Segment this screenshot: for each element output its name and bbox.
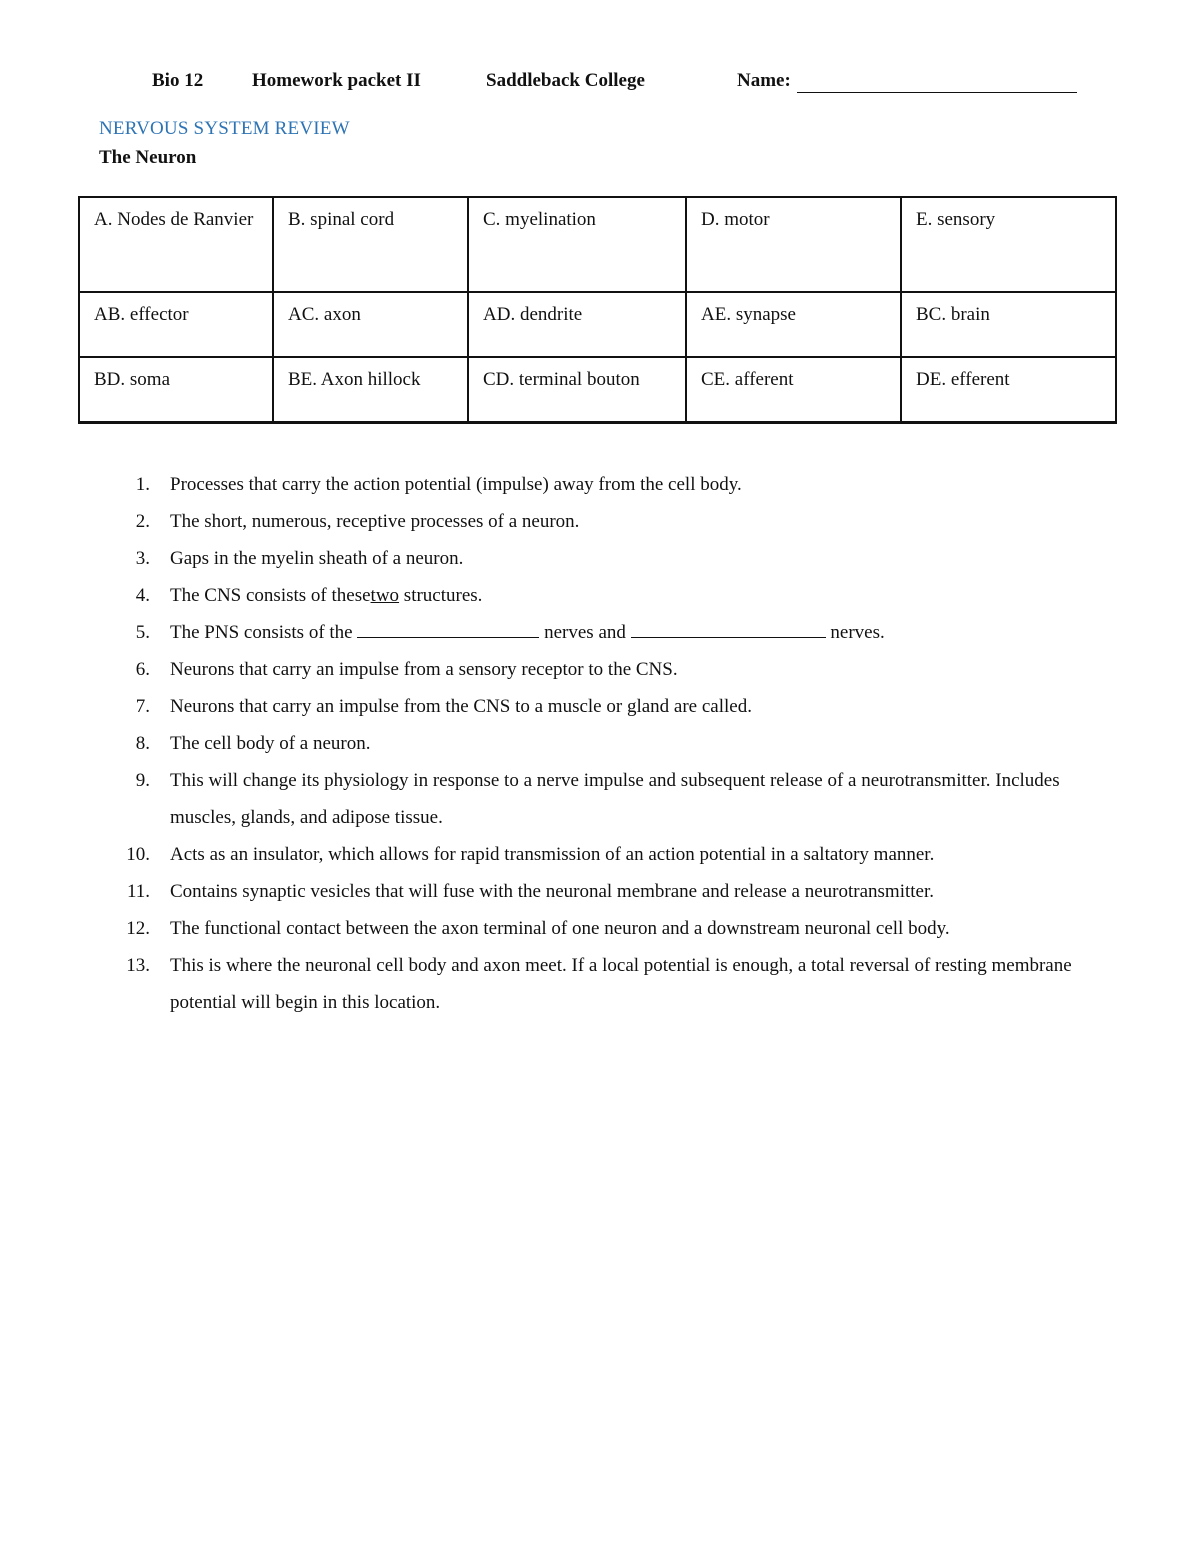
question-text: Gaps in the myelin sheath of a neuron. [170, 548, 464, 569]
term-cell: E. sensory [901, 197, 1116, 292]
packet-label: Homework packet II [252, 70, 421, 91]
term-cell: BE. Axon hillock [273, 357, 468, 423]
question-text: The cell body of a neuron. [170, 733, 371, 754]
question-number: 7. [135, 696, 150, 717]
question-item [0, 947, 1120, 1021]
question-text: Neurons that carry an impulse from the CNS to a muscle or gland are called. [170, 696, 752, 717]
fill-in-blank[interactable] [357, 621, 539, 638]
sub-title: The Neuron [99, 147, 197, 168]
question-number: 5. [135, 622, 150, 643]
question-text: The short, numerous, receptive processes of a neuron. [170, 511, 580, 532]
question-item [0, 466, 1120, 503]
term-cell: AD. dendrite [468, 292, 686, 357]
term-cell: AB. effector [79, 292, 273, 357]
document-header [0, 70, 1200, 100]
question-number: 12. [126, 918, 150, 939]
question-number: 8. [135, 733, 150, 754]
question-text: Neurons that carry an impulse from a sensory receptor to the CNS. [170, 659, 678, 680]
question-item [0, 688, 1120, 725]
question-text-pre: The CNS consists of these [170, 585, 371, 606]
question-number: 9. [135, 770, 150, 791]
question-number: 1. [135, 474, 150, 495]
term-cell: A. Nodes de Ranvier [79, 197, 273, 292]
terms-row [79, 292, 1116, 357]
question-text: The functional contact between the axon terminal of one neuron and a downstream neuronal cell body. [170, 918, 950, 939]
term-cell: AC. axon [273, 292, 468, 357]
underlined-word: two [370, 585, 400, 606]
question-item [0, 540, 1120, 577]
question-item [0, 910, 1120, 947]
section-title: NERVOUS SYSTEM REVIEW [99, 118, 350, 139]
question-item [0, 873, 1120, 910]
question-number: 2. [135, 511, 150, 532]
name-field[interactable] [797, 92, 1077, 93]
fill-in-blank[interactable] [631, 621, 826, 638]
question-text-post: structures. [399, 585, 483, 606]
question-text: This is where the neuronal cell body and axon meet. If a local potential is enough, a total reversal of resting membrane potential will begin in this location. [170, 955, 1072, 1013]
question-number: 13. [126, 955, 150, 976]
question-number: 4. [135, 585, 150, 606]
question-text: Contains synaptic vesicles that will fuse with the neuronal membrane and release a neurotransmitter. [170, 881, 934, 902]
question-text: Processes that carry the action potential (impulse) away from the cell body. [170, 474, 742, 495]
college-label: Saddleback College [486, 70, 645, 91]
question-number: 6. [135, 659, 150, 680]
terms-table [78, 196, 1117, 424]
question-item [0, 725, 1120, 762]
question-item [0, 651, 1120, 688]
question-item [0, 762, 1120, 836]
term-cell: DE. efferent [901, 357, 1116, 423]
question-number: 10. [126, 844, 150, 865]
terms-row [79, 357, 1116, 423]
question-item [0, 503, 1120, 540]
question-list [0, 466, 1200, 1021]
question-item [0, 836, 1120, 873]
term-cell: BC. brain [901, 292, 1116, 357]
question-text: This will change its physiology in response to a nerve impulse and subsequent release of a neurotransmitter. Includes muscles, glands, and adipose tissue. [170, 770, 1060, 828]
question-text [170, 577, 1120, 614]
term-cell: C. myelination [468, 197, 686, 292]
terms-row [79, 197, 1116, 292]
question-text-mid: nerves and [544, 622, 626, 643]
question-number: 11. [126, 881, 150, 902]
question-text-pre: The PNS consists of the [170, 622, 353, 643]
question-text [170, 614, 1120, 651]
course-label: Bio 12 [152, 70, 204, 91]
name-label: Name: [737, 70, 791, 91]
question-text-post: nerves. [830, 622, 885, 643]
term-cell: D. motor [686, 197, 901, 292]
question-item [0, 577, 1120, 614]
term-cell: AE. synapse [686, 292, 901, 357]
term-cell: CE. afferent [686, 357, 901, 423]
question-text: Acts as an insulator, which allows for rapid transmission of an action potential in a saltatory manner. [170, 844, 935, 865]
question-number: 3. [135, 548, 150, 569]
term-cell: B. spinal cord [273, 197, 468, 292]
term-cell: BD. soma [79, 357, 273, 423]
question-item [0, 614, 1120, 651]
term-cell: CD. terminal bouton [468, 357, 686, 423]
